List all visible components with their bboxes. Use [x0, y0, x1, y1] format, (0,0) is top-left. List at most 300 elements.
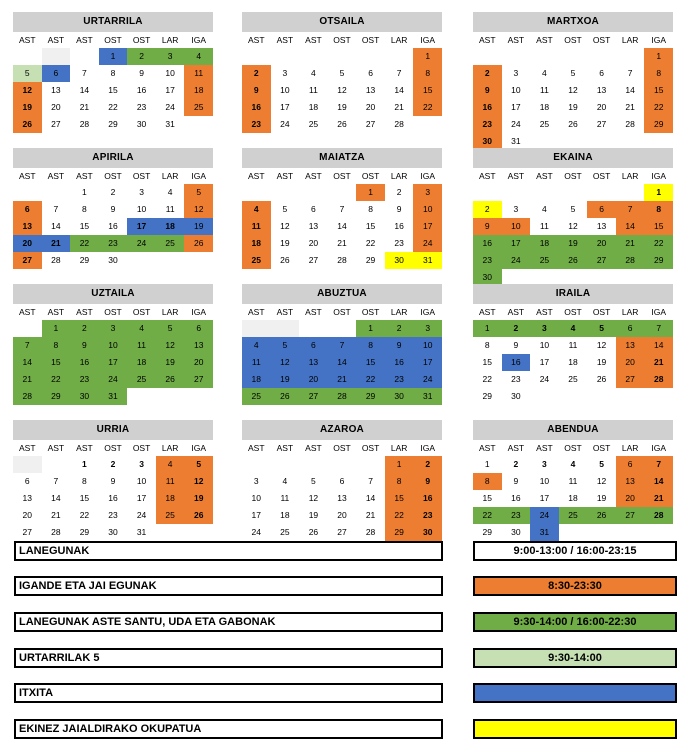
day-cell: 31 — [413, 388, 442, 405]
day-cell: 11 — [540, 221, 549, 231]
weekday-label: AST — [248, 443, 265, 453]
day-cell: 7 — [368, 476, 373, 486]
day-cell: 24 — [99, 371, 128, 388]
weekday-label: LAR — [161, 307, 179, 317]
day-cell: 18 — [127, 354, 156, 371]
day-cell: 5 — [271, 337, 300, 354]
weekday-label: OST — [564, 35, 582, 45]
month-iraila — [473, 284, 673, 405]
day-cell: 23 — [242, 116, 271, 133]
day-cell: 10 — [413, 337, 442, 354]
day-cell: 12 — [568, 85, 578, 95]
day-cell: 15 — [482, 493, 493, 503]
days-grid — [473, 184, 673, 286]
empty-cell — [42, 456, 71, 473]
weekday-label: AST — [248, 171, 265, 181]
day-cell: 25 — [308, 119, 319, 129]
month-apirila — [13, 148, 213, 269]
day-cell: 14 — [365, 493, 376, 503]
day-cell: 14 — [625, 85, 635, 95]
day-cell: 22 — [42, 371, 71, 388]
empty-cell — [271, 320, 300, 337]
day-cell: 18 — [242, 371, 271, 388]
day-cell: 11 — [309, 85, 318, 95]
weekday-label: OST — [132, 35, 151, 45]
day-cell: 10 — [413, 201, 442, 218]
day-cell: 9 — [110, 476, 116, 486]
day-cell: 26 — [156, 371, 185, 388]
day-cell: 3 — [139, 459, 144, 469]
day-cell: 17 — [502, 235, 531, 252]
day-cell: 14 — [394, 85, 404, 95]
day-cell: 5 — [13, 65, 42, 82]
day-cell: 5 — [184, 184, 213, 201]
day-cell: 9 — [110, 204, 116, 214]
day-cell: 28 — [13, 388, 42, 405]
day-cell: 15 — [365, 221, 376, 231]
day-cell: 27 — [365, 119, 376, 129]
day-cell: 26 — [308, 527, 319, 537]
weekday-label: IGA — [651, 443, 667, 453]
day-cell: 26 — [280, 255, 290, 265]
day-cell: 28 — [644, 371, 673, 388]
day-cell: 17 — [280, 102, 290, 112]
day-cell: 9 — [513, 476, 519, 486]
day-cell: 25 — [559, 507, 588, 524]
day-cell: 25 — [539, 119, 550, 129]
weekday-label: AST — [19, 443, 36, 453]
weekday-label: OST — [333, 443, 351, 453]
legend-label: LANEGUNAK ASTE SANTU, UDA ETA GABONAK — [14, 612, 443, 632]
day-cell: 10 — [280, 85, 290, 95]
day-cell: 4 — [542, 68, 547, 78]
day-cell: 10 — [136, 204, 147, 214]
weekday-label: LAR — [390, 35, 408, 45]
month-title: IRAILA — [473, 284, 673, 304]
day-cell: 2 — [513, 459, 519, 469]
day-cell: 1 — [413, 48, 442, 65]
day-cell: 10 — [251, 493, 262, 503]
day-cell: 14 — [328, 354, 357, 371]
day-cell: 16 — [70, 354, 99, 371]
day-cell: 8 — [385, 473, 414, 490]
day-cell: 9 — [473, 218, 502, 235]
day-cell: 19 — [156, 354, 185, 371]
day-cell: 29 — [644, 252, 673, 269]
day-cell: 4 — [184, 48, 213, 65]
day-cell: 12 — [156, 337, 185, 354]
day-cell: 20 — [337, 510, 347, 520]
weekday-label: LAR — [621, 307, 639, 317]
days-grid — [242, 320, 442, 405]
day-cell: 31 — [165, 119, 175, 129]
day-cell: 16 — [511, 493, 521, 503]
day-cell: 9 — [513, 340, 519, 350]
day-cell: 5 — [599, 459, 604, 469]
day-cell: 30 — [136, 119, 147, 129]
empty-cell — [42, 48, 71, 65]
month-title: APIRILA — [13, 148, 213, 168]
day-cell: 13 — [299, 354, 328, 371]
day-cell: 6 — [339, 476, 345, 486]
day-cell: 29 — [356, 388, 385, 405]
day-cell: 2 — [110, 187, 116, 197]
day-cell: 14 — [337, 221, 347, 231]
day-cell: 1 — [473, 320, 502, 337]
day-cell: 14 — [644, 337, 673, 354]
day-cell: 28 — [51, 527, 61, 537]
weekday-label: IGA — [191, 171, 207, 181]
day-cell: 5 — [587, 320, 616, 337]
day-cell: 11 — [127, 337, 156, 354]
day-cell: 25 — [280, 527, 290, 537]
empty-cell — [530, 48, 559, 65]
day-cell: 13 — [22, 493, 33, 503]
weekday-label: AST — [19, 35, 36, 45]
day-cell: 20 — [308, 238, 319, 248]
empty-cell — [242, 48, 271, 65]
day-cell: 19 — [184, 490, 213, 507]
day-cell: 3 — [513, 204, 519, 214]
weekday-header-row — [242, 32, 442, 48]
empty-cell — [616, 48, 645, 65]
day-cell: 8 — [110, 68, 116, 78]
day-cell: 10 — [165, 68, 175, 78]
day-cell: 21 — [644, 354, 673, 371]
day-cell: 13 — [616, 473, 645, 490]
day-cell: 9 — [473, 82, 502, 99]
weekday-label: OST — [132, 171, 151, 181]
weekday-label: AST — [276, 171, 294, 181]
day-cell: 27 — [616, 507, 645, 524]
day-cell: 10 — [502, 218, 531, 235]
day-cell: 7 — [644, 320, 673, 337]
day-cell: 22 — [644, 99, 673, 116]
day-cell: 24 — [530, 507, 559, 524]
weekday-header-row — [473, 168, 673, 184]
days-grid — [13, 48, 213, 133]
day-cell: 22 — [385, 507, 414, 524]
day-cell: 20 — [596, 102, 607, 112]
weekday-label: LAR — [621, 35, 639, 45]
day-cell: 20 — [616, 490, 645, 507]
day-cell: 29 — [108, 119, 118, 129]
day-cell: 29 — [482, 391, 493, 401]
day-cell: 30 — [511, 527, 521, 537]
empty-cell — [271, 184, 300, 201]
day-cell: 18 — [308, 102, 319, 112]
day-cell: 25 — [242, 388, 271, 405]
day-cell: 2 — [473, 65, 502, 82]
day-cell: 4 — [167, 187, 173, 197]
day-cell: 9 — [385, 337, 414, 354]
day-cell: 16 — [242, 99, 271, 116]
empty-cell — [242, 456, 271, 473]
weekday-header-row — [242, 304, 442, 320]
weekday-header-row — [242, 168, 442, 184]
empty-cell — [42, 184, 71, 201]
month-abendua — [473, 420, 673, 541]
day-cell: 31 — [99, 388, 128, 405]
day-cell: 17 — [127, 218, 156, 235]
weekday-label: AST — [76, 35, 93, 45]
day-cell: 13 — [184, 337, 213, 354]
day-cell: 2 — [127, 48, 156, 65]
day-cell: 18 — [568, 357, 578, 367]
weekday-label: AST — [276, 443, 294, 453]
day-cell: 27 — [587, 252, 616, 269]
day-cell: 18 — [530, 235, 559, 252]
day-cell: 14 — [644, 473, 673, 490]
weekday-label: OST — [104, 443, 122, 453]
day-cell: 20 — [616, 354, 645, 371]
day-cell: 7 — [339, 204, 345, 214]
day-cell: 21 — [365, 510, 376, 520]
weekday-label: AST — [305, 171, 322, 181]
day-cell: 15 — [413, 82, 442, 99]
day-cell: 8 — [368, 204, 373, 214]
weekday-label: OST — [564, 443, 582, 453]
day-cell: 2 — [502, 320, 531, 337]
month-maiatza — [242, 148, 442, 269]
day-cell: 20 — [299, 371, 328, 388]
day-cell: 9 — [242, 82, 271, 99]
day-cell: 1 — [82, 187, 87, 197]
day-cell: 24 — [280, 119, 290, 129]
day-cell: 10 — [539, 476, 550, 486]
day-cell: 28 — [394, 119, 404, 129]
day-cell: 18 — [156, 218, 185, 235]
day-cell: 28 — [79, 119, 90, 129]
day-cell: 4 — [559, 320, 588, 337]
weekday-label: OST — [564, 307, 582, 317]
month-title: UZTAILA — [13, 284, 213, 304]
day-cell: 21 — [79, 102, 90, 112]
day-cell: 25 — [127, 371, 156, 388]
weekday-label: LAR — [390, 443, 408, 453]
day-cell: 18 — [156, 490, 185, 507]
day-cell: 6 — [616, 456, 645, 473]
day-cell: 26 — [184, 507, 213, 524]
day-cell: 10 — [99, 337, 128, 354]
day-cell: 26 — [559, 252, 588, 269]
month-title: URTARRILA — [13, 12, 213, 32]
day-cell: 12 — [271, 354, 300, 371]
day-cell: 8 — [356, 337, 385, 354]
month-urtarrila — [13, 12, 213, 133]
empty-cell — [616, 184, 645, 201]
day-cell: 15 — [482, 357, 493, 367]
day-cell: 30 — [70, 388, 99, 405]
weekday-label: OST — [361, 307, 380, 317]
day-cell: 7 — [13, 337, 42, 354]
weekday-label: AST — [479, 35, 496, 45]
day-cell: 31 — [530, 524, 559, 541]
weekday-label: IGA — [191, 307, 207, 317]
weekday-label: OST — [104, 35, 122, 45]
day-cell: 30 — [473, 269, 502, 286]
days-grid — [473, 48, 673, 150]
day-cell: 22 — [644, 235, 673, 252]
day-cell: 2 — [242, 65, 271, 82]
day-cell: 26 — [568, 119, 578, 129]
day-cell: 22 — [365, 238, 376, 248]
empty-cell — [271, 456, 300, 473]
day-cell: 15 — [356, 354, 385, 371]
day-cell: 11 — [242, 354, 271, 371]
day-cell: 3 — [253, 476, 259, 486]
day-cell: 23 — [511, 374, 521, 384]
day-cell: 4 — [282, 476, 288, 486]
days-grid — [242, 456, 442, 541]
day-cell: 30 — [385, 388, 414, 405]
empty-cell — [328, 48, 357, 65]
day-cell: 16 — [108, 221, 118, 231]
day-cell: 23 — [413, 507, 442, 524]
day-cell: 23 — [502, 507, 531, 524]
weekday-label: AST — [536, 171, 553, 181]
weekday-label: IGA — [420, 443, 436, 453]
day-cell: 21 — [51, 510, 61, 520]
weekday-label: AST — [76, 307, 93, 317]
empty-cell — [70, 48, 99, 65]
day-cell: 11 — [280, 493, 290, 503]
weekday-label: OST — [104, 171, 122, 181]
day-cell: 5 — [282, 204, 288, 214]
day-cell: 2 — [473, 201, 502, 218]
day-cell: 15 — [644, 218, 673, 235]
weekday-label: AST — [536, 307, 553, 317]
weekday-label: OST — [592, 171, 611, 181]
day-cell: 28 — [51, 255, 61, 265]
legend-label: LANEGUNAK — [14, 541, 443, 561]
empty-cell — [587, 48, 616, 65]
day-cell: 13 — [596, 221, 607, 231]
weekday-label: OST — [592, 443, 611, 453]
empty-cell — [328, 320, 357, 337]
day-cell: 6 — [587, 201, 616, 218]
weekday-label: IGA — [651, 171, 667, 181]
day-cell: 21 — [625, 102, 635, 112]
day-cell: 23 — [70, 371, 99, 388]
weekday-label: AST — [536, 35, 553, 45]
day-cell: 10 — [511, 85, 521, 95]
day-cell: 5 — [156, 320, 185, 337]
month-title: MAIATZA — [242, 148, 442, 168]
day-cell: 21 — [42, 235, 71, 252]
day-cell: 1 — [356, 184, 385, 201]
month-azaroa — [242, 420, 442, 541]
day-cell: 12 — [308, 493, 319, 503]
empty-cell — [13, 320, 42, 337]
day-cell: 5 — [570, 68, 576, 78]
day-cell: 18 — [280, 510, 290, 520]
weekday-label: LAR — [621, 443, 639, 453]
day-cell: 3 — [282, 68, 288, 78]
day-cell: 18 — [242, 235, 271, 252]
weekday-label: AST — [248, 307, 265, 317]
weekday-label: AST — [507, 35, 525, 45]
day-cell: 19 — [596, 357, 607, 367]
weekday-label: OST — [333, 171, 351, 181]
day-cell: 19 — [568, 102, 578, 112]
weekday-label: OST — [361, 171, 380, 181]
empty-cell — [271, 48, 300, 65]
weekday-label: OST — [592, 35, 611, 45]
day-cell: 29 — [644, 116, 673, 133]
legend-swatch: 9:30-14:00 / 16:00-22:30 — [473, 612, 677, 632]
day-cell: 30 — [473, 133, 502, 150]
day-cell: 6 — [368, 68, 373, 78]
day-cell: 11 — [165, 204, 175, 214]
day-cell: 16 — [108, 493, 118, 503]
day-cell: 30 — [511, 391, 521, 401]
day-cell: 4 — [242, 201, 271, 218]
day-cell: 7 — [644, 456, 673, 473]
day-cell: 20 — [587, 235, 616, 252]
day-cell: 16 — [385, 354, 414, 371]
weekday-label: AST — [76, 171, 93, 181]
day-cell: 1 — [484, 459, 490, 469]
empty-cell — [356, 48, 385, 65]
month-ekaina — [473, 148, 673, 286]
legend-swatch: 8:30-23:30 — [473, 576, 677, 596]
day-cell: 23 — [385, 371, 414, 388]
day-cell: 16 — [473, 99, 502, 116]
day-cell: 30 — [385, 252, 414, 269]
weekday-label: OST — [333, 35, 351, 45]
day-cell: 20 — [184, 354, 213, 371]
day-cell: 4 — [156, 456, 185, 473]
weekday-label: LAR — [390, 171, 408, 181]
day-cell: 19 — [13, 99, 42, 116]
day-cell: 16 — [473, 235, 502, 252]
legend-swatch — [473, 719, 677, 739]
weekday-label: IGA — [420, 307, 436, 317]
month-title: AZAROA — [242, 420, 442, 440]
day-cell: 21 — [644, 490, 673, 507]
days-grid — [473, 320, 673, 405]
day-cell: 15 — [42, 354, 71, 371]
empty-cell — [299, 184, 328, 201]
day-cell: 19 — [308, 510, 319, 520]
day-cell: 15 — [108, 85, 118, 95]
weekday-label: AST — [276, 307, 294, 317]
legend-label: ITXITA — [14, 683, 443, 703]
day-cell: 12 — [184, 473, 213, 490]
empty-cell — [473, 184, 502, 201]
day-cell: 8 — [473, 473, 502, 490]
day-cell: 25 — [156, 507, 185, 524]
day-cell: 3 — [413, 184, 442, 201]
weekday-label: AST — [47, 171, 65, 181]
day-cell: 2 — [413, 456, 442, 473]
month-martxoa — [473, 12, 673, 150]
day-cell: 24 — [502, 252, 531, 269]
weekday-label: LAR — [161, 171, 179, 181]
day-cell: 25 — [568, 374, 578, 384]
day-cell: 6 — [616, 320, 645, 337]
empty-cell — [13, 48, 42, 65]
day-cell: 22 — [70, 235, 99, 252]
day-cell: 17 — [165, 85, 175, 95]
weekday-label: AST — [47, 35, 65, 45]
empty-cell — [242, 320, 271, 337]
days-grid — [473, 456, 673, 541]
day-cell: 13 — [616, 337, 645, 354]
day-cell: 24 — [413, 235, 442, 252]
empty-cell — [328, 456, 357, 473]
